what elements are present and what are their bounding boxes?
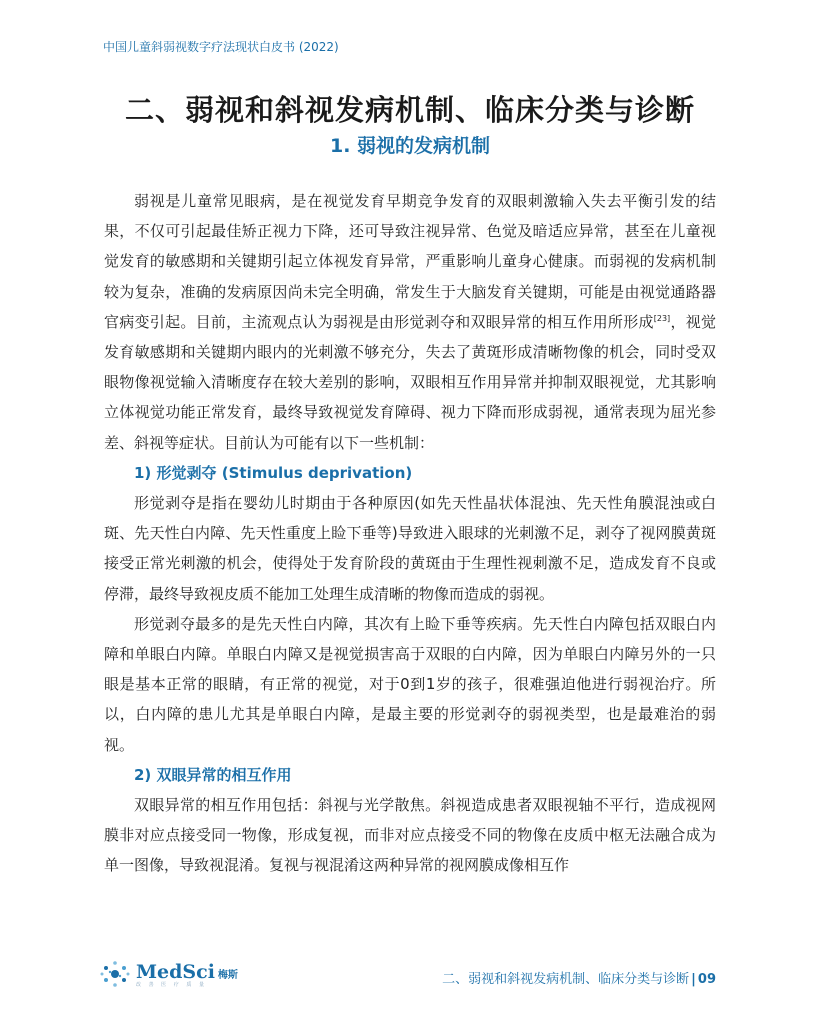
body-text [104, 186, 716, 881]
footer-section-text: 二、弱视和斜视发病机制、临床分类与诊断 [442, 972, 690, 987]
citation-ref: [23] [653, 313, 671, 323]
footer-separator: | [691, 972, 696, 987]
subsection-heading-2: 2) 双眼异常的相互作用 [134, 765, 292, 784]
intro-text-1: 弱视是儿童常见眼病，是在视觉发育早期竞争发育的双眼刺激输入失去平衡引发的结果，不仅可引起最佳矫正视力下降，还可导致注视异常、色觉及暗适应异常，甚至在儿童视觉发育的敏感期和关键期引起立体视发育异常，严重影响儿童身心健康。而弱视的发病机制较为复杂，准确的发病原因尚未完全明确，常发生于大脑发育关键期，可能是由视觉通路器官病变引起。目前，主流观点认为弱视是由形觉剥夺和双眼异常的相互作用所形成 [104, 192, 716, 331]
intro-paragraph [104, 186, 716, 458]
paragraph-binocular-1: 双眼异常的相互作用包括：斜视与光学散焦。斜视造成患者双眼视轴不平行，造成视网膜非对应点接受同一物像，形成复视，而非对应点接受不同的物像在皮质中枢无法融合成为单一图像，导致视混淆。复视与视混淆这两种异常的视网膜成像相互作 [104, 796, 716, 875]
logo-name: MedSci [136, 960, 215, 983]
logo-tagline: 改 善 医 疗 质 量 [136, 981, 207, 988]
logo-cn: 梅斯 [217, 969, 238, 981]
paragraph-deprivation-1: 形觉剥夺是指在婴幼儿时期由于各种原因(如先天性晶状体混浊、先天性角膜混浊或白斑、先天性白内障、先天性重度上睑下垂等)导致进入眼球的光刺激不足，剥夺了视网膜黄斑接受正常光刺激的机会，使得处于发育阶段的黄斑由于生理性视刺激不足，造成发育不良或停滞，最终导致视皮质不能加工处理生成清晰的物像而造成的弱视。 [104, 494, 716, 603]
paragraph-deprivation-2: 形觉剥夺最多的是先天性白内障，其次有上睑下垂等疾病。先天性白内障包括双眼白内障和单眼白内障。单眼白内障又是视觉损害高于双眼的白内障，因为单眼白内障另外的一只眼是基本正常的眼睛，有正常的视觉，对于0到1岁的孩子，很难强迫他进行弱视治疗。所以，白内障的患儿尤其是单眼白内障，是最主要的形觉剥夺的弱视类型，也是最难治的弱视。 [104, 614, 716, 754]
medsci-logo-icon [100, 960, 130, 988]
running-header: 中国儿童斜弱视数字疗法现状白皮书 (2022) [103, 40, 339, 54]
footer-section-label [442, 968, 716, 987]
intro-text-2: ，视觉发育敏感期和关键期内眼内的光刺激不够充分，失去了黄斑形成清晰物像的机会，同时受双眼物像视觉输入清晰度存在较大差别的影响，双眼相互作用异常并抑制双眼视觉，尤其影响立体视觉功能正常发育，最终导致视觉发育障碍、视力下降而形成弱视，通常表现为屈光参差、斜视等症状。目前认为可能有以下一些机制： [104, 312, 716, 452]
page-number: 09 [697, 972, 716, 987]
subsection-heading-1: 1) 形觉剥夺 (Stimulus deprivation) [134, 463, 413, 482]
section-subtitle: 1. 弱视的发病机制 [329, 135, 491, 157]
medsci-logo [100, 960, 238, 988]
section-title: 二、弱视和斜视发病机制、临床分类与诊断 [124, 93, 695, 127]
